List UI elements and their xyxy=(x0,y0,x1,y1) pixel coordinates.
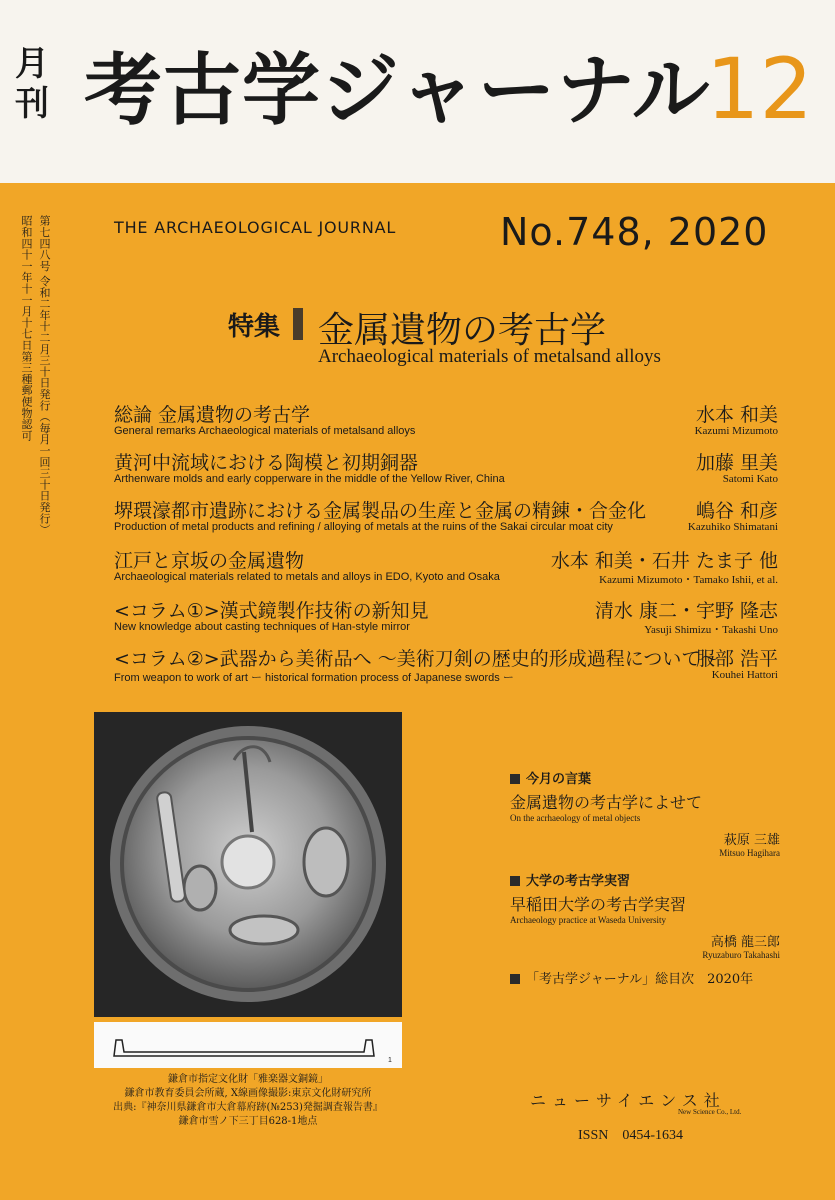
article-author: 服部 浩平 xyxy=(695,648,778,670)
publisher-name: ニューサイエンス社 xyxy=(530,1091,726,1110)
side-title: 早稲田大学の考古学実習 xyxy=(510,895,687,914)
article-title: 堺環濠都市遺跡における金属製品の生産と金属の精錬・合金化 xyxy=(114,500,647,522)
article-author-english: Kazumi Mizumoto xyxy=(694,425,778,437)
side-english-title: Archaeology practice at Waseda University xyxy=(510,915,667,925)
article-item xyxy=(114,496,778,542)
side-author: 萩原 三雄 xyxy=(723,833,780,848)
article-title: 江戸と京坂の金属遺物 xyxy=(114,550,305,572)
photo-caption xyxy=(94,1073,402,1129)
article-title: 総論 金属遺物の考古学 xyxy=(114,404,311,426)
article-author-english: Kouhei Hattori xyxy=(711,669,778,681)
article-author: 清水 康二・宇野 隆志 xyxy=(594,600,778,622)
mirror-image xyxy=(94,712,402,1017)
side-author-english: Ryuzaburo Takahashi xyxy=(702,950,780,960)
side-title: 金属遺物の考古学によせて xyxy=(510,793,703,812)
svg-text:1: 1 xyxy=(388,1057,392,1064)
article-author-english: Satomi Kato xyxy=(722,473,778,485)
article-item xyxy=(114,400,778,446)
mirror-cross-section-drawing xyxy=(94,1022,402,1068)
issue-number: No.748, 2020 xyxy=(500,210,769,254)
bronze-mirror-photo xyxy=(94,712,402,1017)
publisher-english-name: New Science Co., Ltd. xyxy=(678,1108,742,1116)
article-english-title: New knowledge about casting techniques of Han-style mirror xyxy=(114,621,410,633)
caption-line: 鎌倉市教育委員会所蔵, X線画像撮影:東京文化財研究所 xyxy=(124,1088,372,1099)
side-section-words xyxy=(510,768,780,858)
issn-number: ISSN 0454-1634 xyxy=(578,1128,684,1143)
article-author: 嶋谷 和彦 xyxy=(695,500,778,522)
square-bullet-icon xyxy=(510,876,520,886)
side-section-index xyxy=(510,968,780,987)
monthly-label: 月刊 xyxy=(15,44,49,124)
article-english-title: Archaeological materials related to metals and alloys in EDO, Kyoto and Osaka xyxy=(114,571,500,583)
side-label: 今月の言葉 xyxy=(526,772,592,787)
feature-english-title: Archaeological materials of metalsand alloys xyxy=(318,346,661,367)
side-label: 大学の考古学実習 xyxy=(526,874,631,889)
feature-label: 特集 xyxy=(228,312,281,342)
article-english-title: General remarks Archaeological materials of metalsand alloys xyxy=(114,425,416,437)
article-item xyxy=(114,644,778,690)
side-section-university xyxy=(510,870,780,960)
issue-month-number: 12 xyxy=(706,40,813,138)
article-author: 水本 和美・石井 たま子 他 xyxy=(550,550,778,572)
article-english-title: Arthenware molds and early copperware in the middle of the Yellow River, China xyxy=(114,473,505,485)
article-title: 黄河中流域における陶模と初期銅器 xyxy=(114,452,419,474)
journal-english-title: THE ARCHAEOLOGICAL JOURNAL xyxy=(114,218,397,237)
article-item xyxy=(114,448,778,494)
side-author-english: Mitsuo Hagihara xyxy=(719,848,780,858)
annual-index-label: 「考古学ジャーナル」総目次 2020年 xyxy=(526,972,754,987)
side-english-title: On the acrhaeology of metal objects xyxy=(510,813,641,823)
article-english-title: Production of metal products and refining / alloying of metals at the ruins of the Sakai circular moat city xyxy=(114,521,613,533)
journal-title: 考古学ジャーナル xyxy=(84,46,711,136)
article-title: <コラム①>漢式鏡製作技術の新知見 xyxy=(114,600,429,622)
caption-line: 鎌倉市雪ノ下三丁目628-1地点 xyxy=(178,1116,318,1127)
article-author: 水本 和美 xyxy=(695,404,778,426)
feature-bar xyxy=(293,308,303,340)
square-bullet-icon xyxy=(510,974,520,984)
article-author-english: Kazuhiko Shimatani xyxy=(687,521,778,533)
caption-line: 鎌倉市指定文化財「雅楽器文銅鏡」 xyxy=(168,1074,328,1085)
square-bullet-icon xyxy=(510,774,520,784)
article-author: 加藤 里美 xyxy=(695,452,778,474)
cross-section-line xyxy=(94,1022,402,1068)
spine-note-line2: 昭和四十一年十一月十七日第三種郵便物認可 xyxy=(20,215,33,441)
article-title: <コラム②>武器から美術品へ ～美術刀剣の歴史的形成過程について～ xyxy=(114,648,720,670)
article-item xyxy=(114,596,778,642)
article-author-english: Yasuji Shimizu・Takashi Uno xyxy=(644,624,778,636)
article-item xyxy=(114,546,778,592)
caption-line: 出典:『神奈川県鎌倉市大倉幕府跡(№253)発掘調査報告書』 xyxy=(113,1102,383,1113)
spine-note-line1: 第七四八号 令和二年十二月三十日発行（毎月一回三十日発行） xyxy=(38,215,51,536)
cover-header xyxy=(0,0,835,183)
feature-title: 金属遺物の考古学 xyxy=(318,310,607,351)
article-author-english: Kazumi Mizumoto・Tamako Ishii, et al. xyxy=(599,574,778,586)
article-english-title: From weapon to work of art ー historical formation process of Japanese swords ー xyxy=(114,672,514,684)
side-author: 高橋 龍三郎 xyxy=(710,935,780,950)
